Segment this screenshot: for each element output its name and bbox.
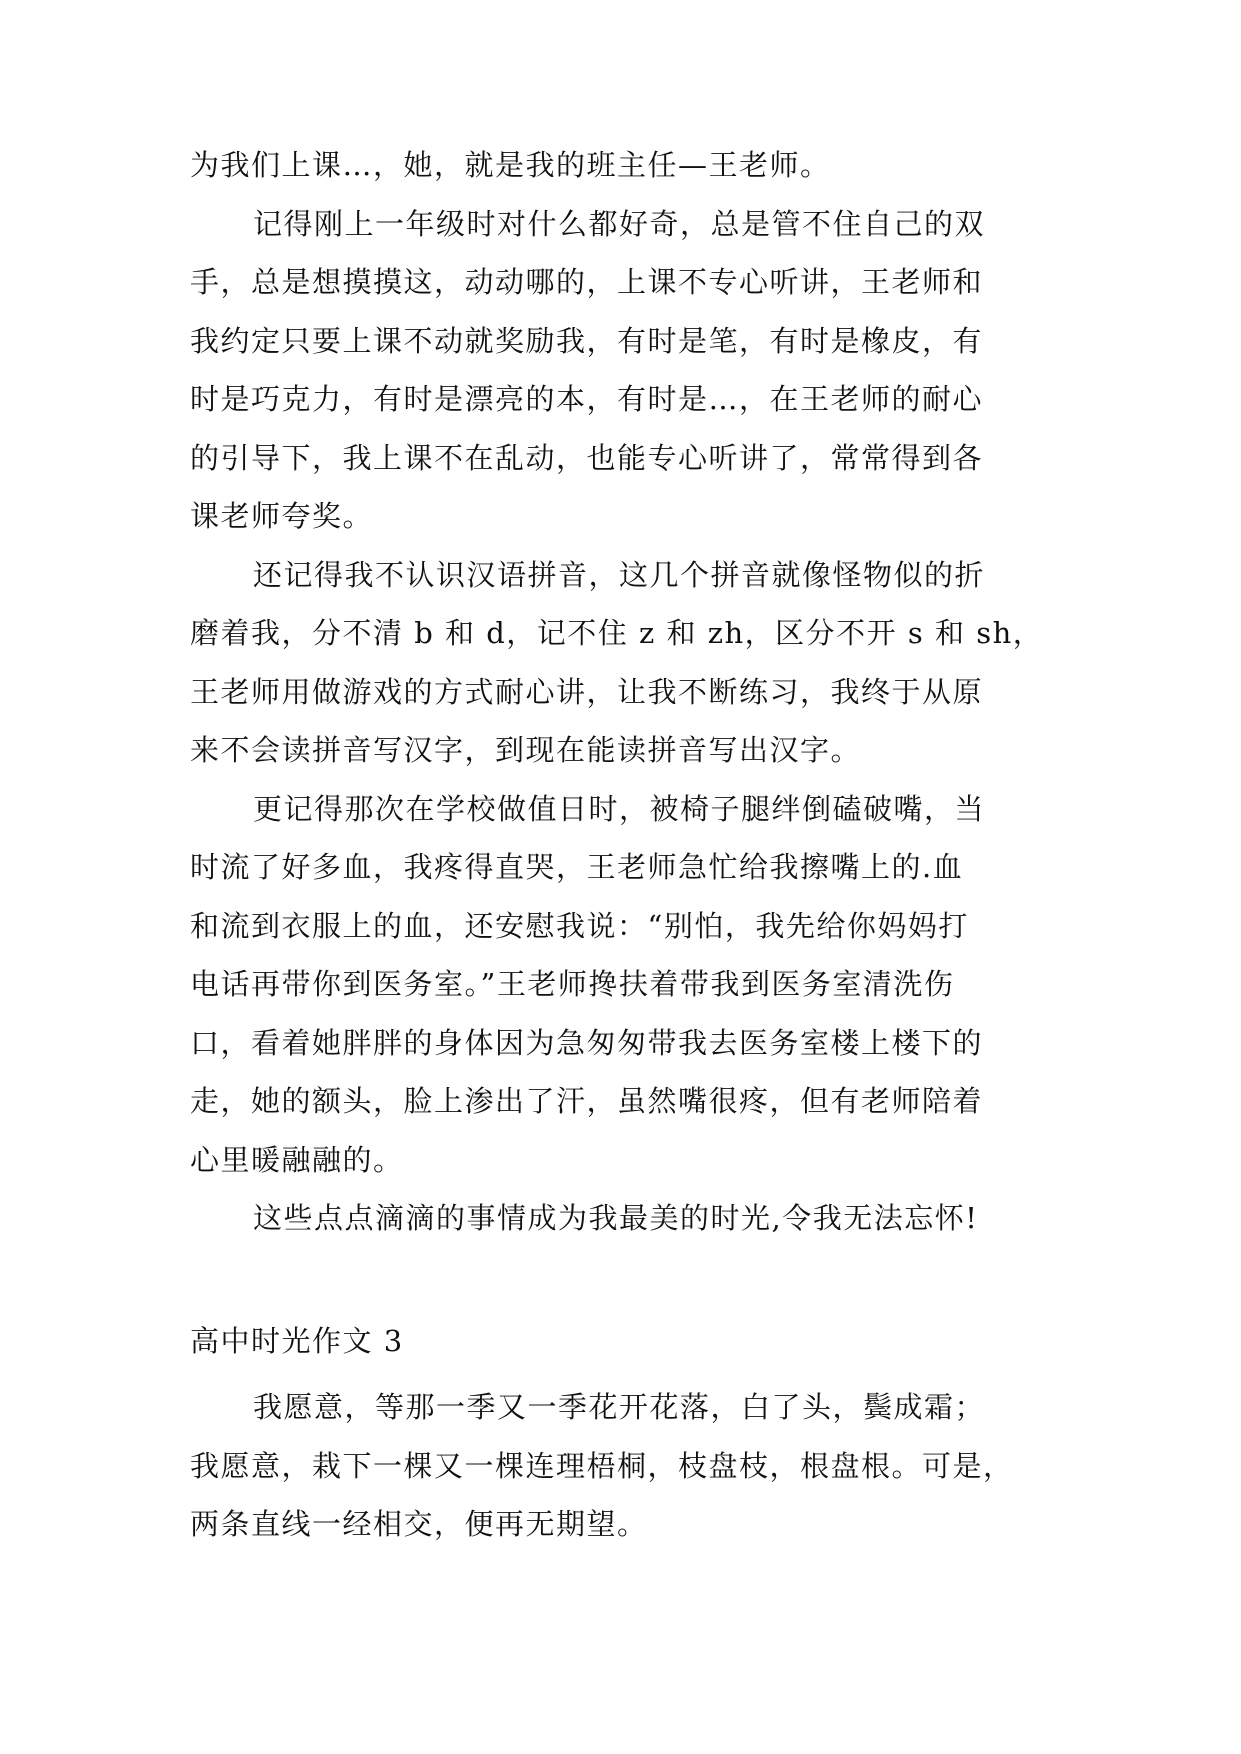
paragraph-line: 还记得我不认识汉语拼音，这几个拼音就像怪物似的折 [253,557,986,592]
paragraph-line: 我愿意，等那一季又一季花开花落，白了头，鬓成霜； [253,1390,986,1424]
paragraph-line: 王老师用做游戏的方式耐心讲，让我不断练习，我终于从原 [190,674,984,709]
paragraph-line: 来不会读拼音写汉字，到现在能读拼音写出汉字。 [190,733,862,767]
paragraph-line: 课老师夸奖。 [190,499,374,533]
paragraph-line: 和流到衣服上的血，还安慰我说：“别怕，我先给你妈妈打 [190,908,969,943]
paragraph-line: 记得刚上一年级时对什么都好奇，总是管不住自己的双 [253,206,986,241]
paragraph-line: 我约定只要上课不动就奖励我，有时是笔，有时是橡皮，有 [190,323,984,358]
paragraph-line: 这些点点滴滴的事情成为我最美的时光,令我无法忘怀! [253,1201,979,1235]
paragraph-line: 的引导下，我上课不在乱动，也能专心听讲了，常常得到各 [190,440,984,475]
paragraph-line: 为我们上课…，她，就是我的班主任—王老师。 [190,148,831,182]
paragraph-line: 电话再带你到医务室。”王老师搀扶着带我到医务室清洗伤 [190,967,955,1001]
paragraph-line: 时是巧克力，有时是漂亮的本，有时是…，在王老师的耐心 [190,382,984,416]
paragraph-line: 走，她的额头，脸上渗出了汗，虽然嘴很疼，但有老师陪着 [190,1084,984,1118]
paragraph-line: 时流了好多血，我疼得直哭，王老师急忙给我擦嘴上的.血 [190,850,964,884]
paragraph-line: 我愿意，栽下一棵又一棵连理梧桐，枝盘枝，根盘根。可是， [190,1448,1014,1483]
essay-2-body [190,136,1050,1248]
essay-3-title: 高中时光作文 3 [190,1324,404,1358]
essay-3-body [190,1378,1050,1554]
paragraph-line: 磨着我，分不清 b 和 d，记不住 z 和 zh，区分不开 s 和 sh， [190,616,1044,650]
paragraph-line: 手，总是想摸摸这，动动哪的，上课不专心听讲，王老师和 [190,265,984,299]
paragraph-line: 心里暖融融的。 [190,1142,404,1177]
paragraph-line: 更记得那次在学校做值日时，被椅子腿绊倒磕破嘴，当 [253,791,986,826]
paragraph-line: 两条直线一经相交，便再无期望。 [190,1507,648,1541]
paragraph-line: 口，看着她胖胖的身体因为急匆匆带我去医务室楼上楼下的 [190,1025,984,1060]
